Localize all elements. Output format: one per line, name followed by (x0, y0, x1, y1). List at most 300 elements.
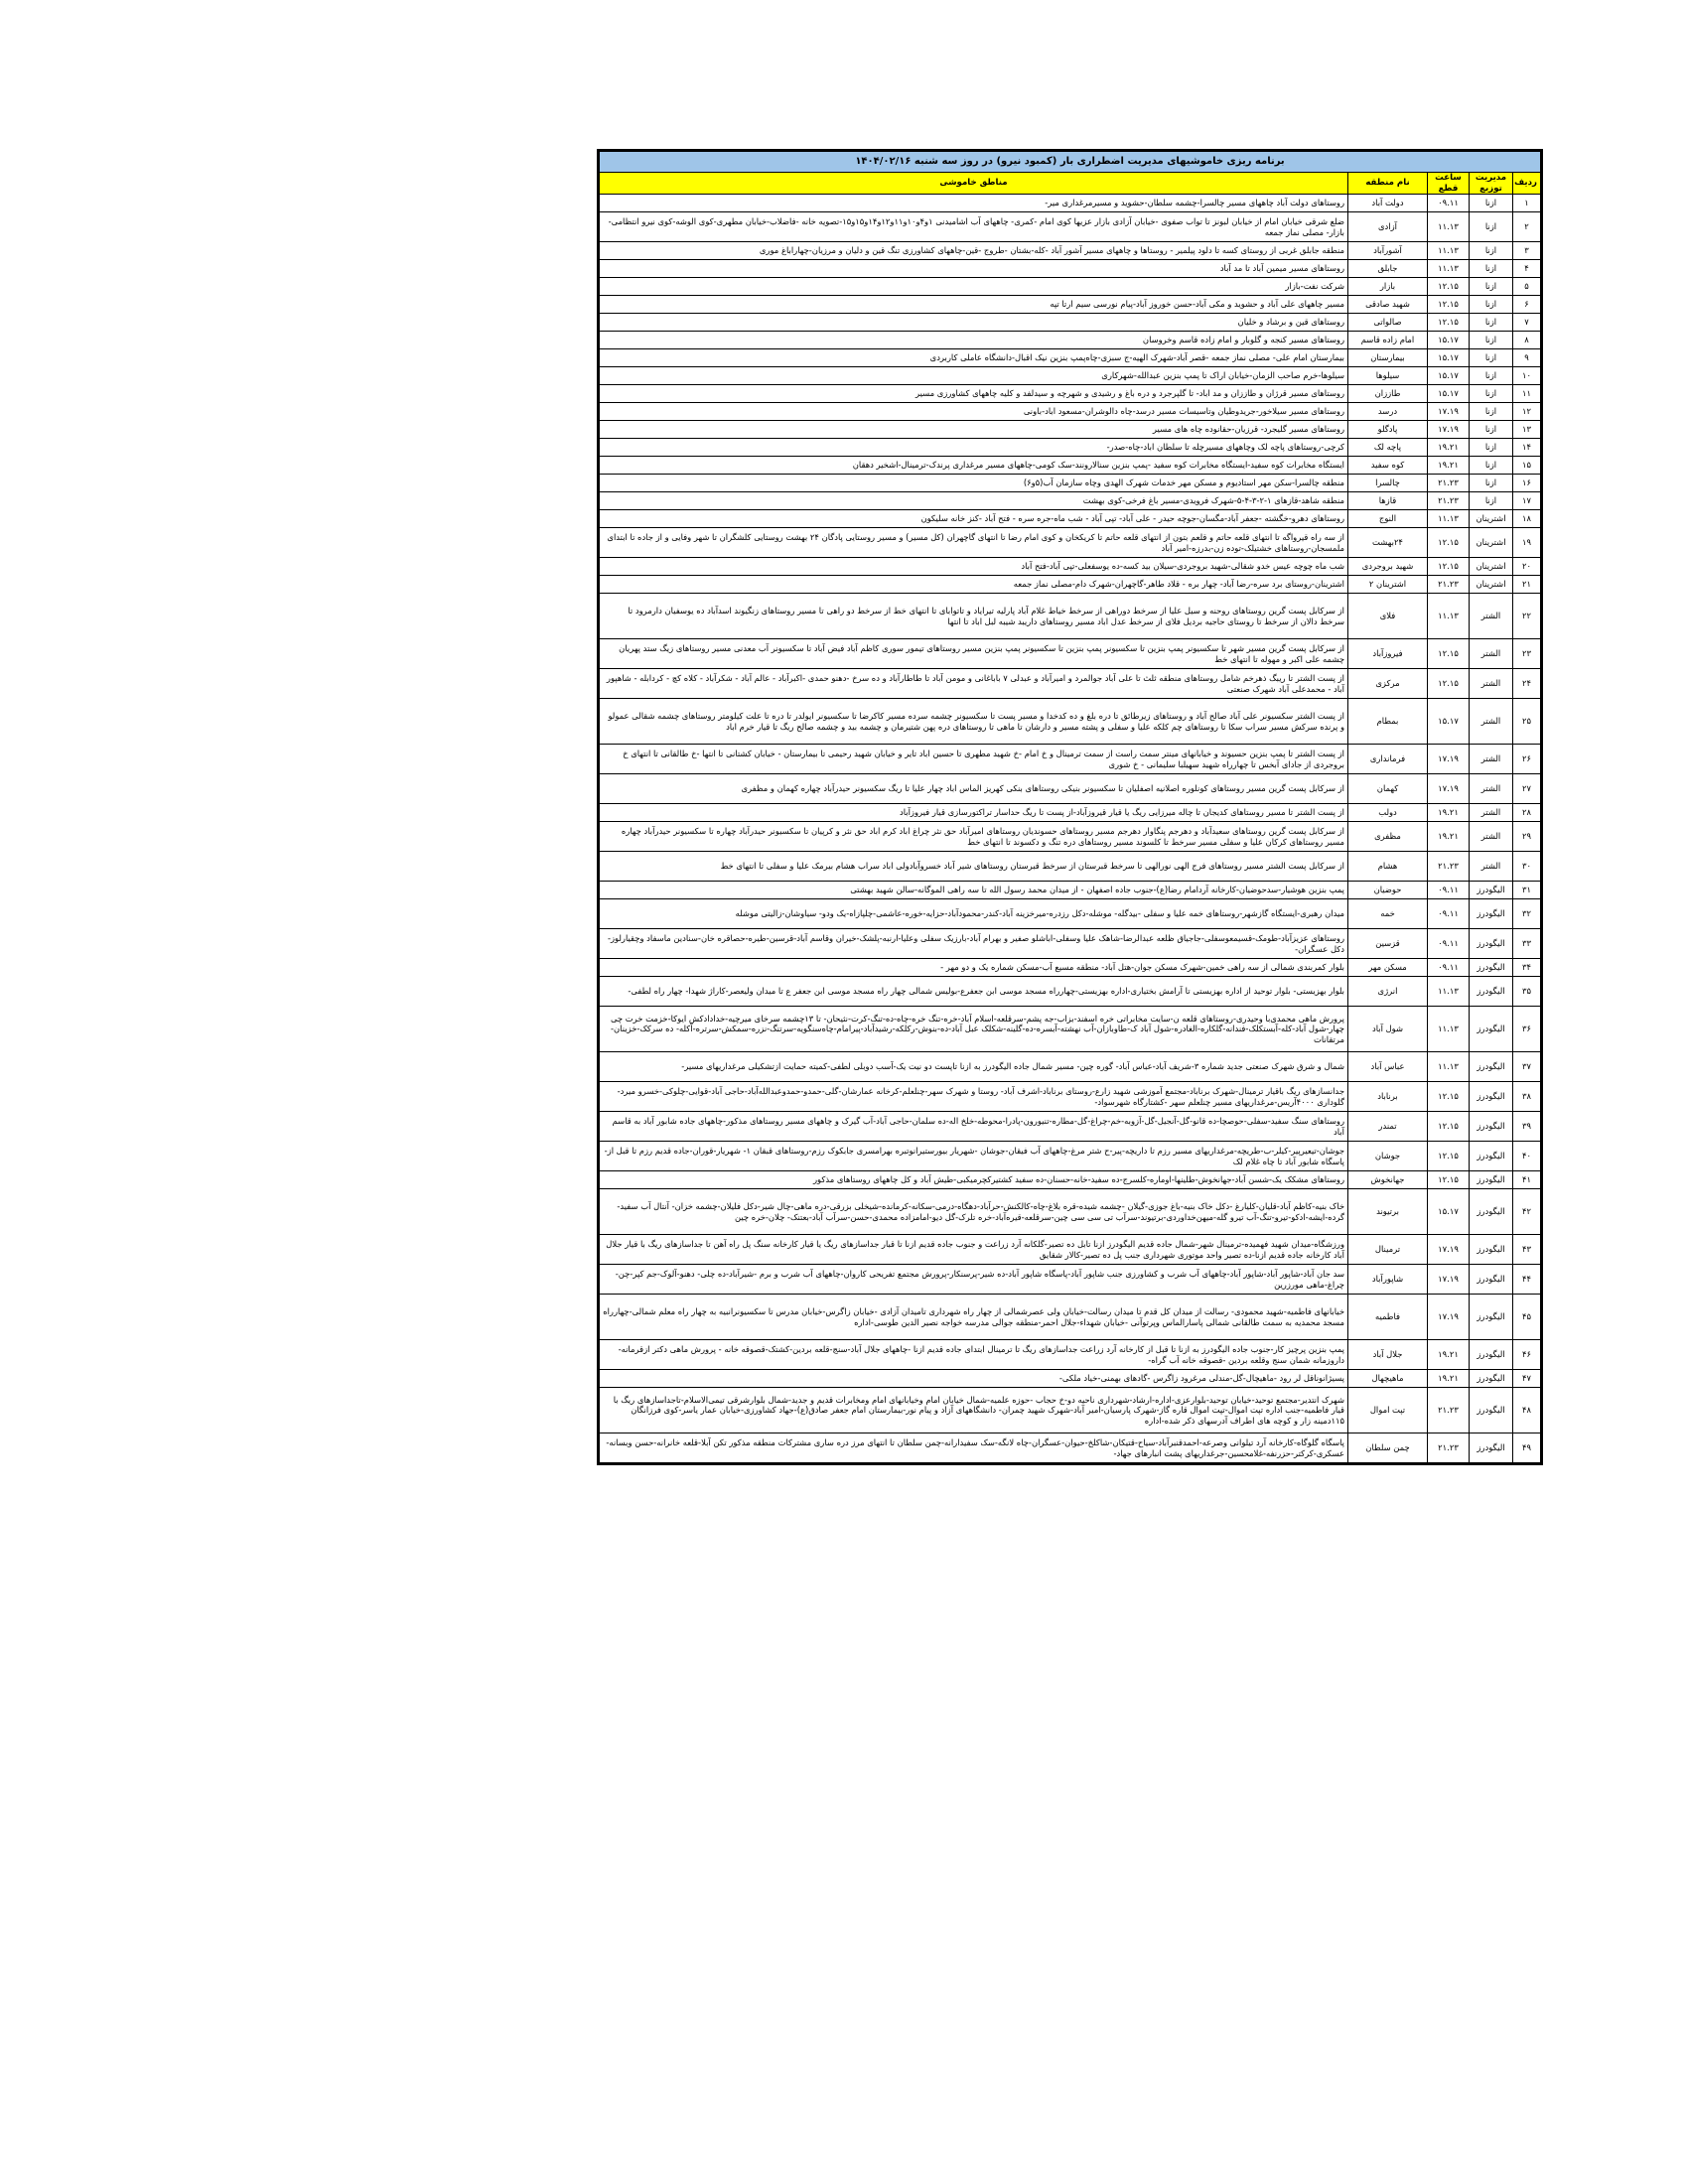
row-management: الشتر (1470, 852, 1513, 882)
row-area-name: ماهیچهال (1348, 1370, 1428, 1388)
row-number: ۴۳ (1513, 1235, 1541, 1265)
row-outage-areas: پرورش ماهی محمدی‌با وحیدری-روستاهای قلعه ن-سایت مخابراتی خره اسفند-بزاب-جه پشم-سرقلعه-اسلام آباد-خره-تنگ خره-چاه-ده-تنگ-کرت-نثیحان- تا ۱۳چشمه سرخای میرچیه-خدادادکش ایوکا-خزمت خرت چی چهار-شول آباد-کله-آبستکلک-فندانه-گلکاره-الغادره-شول آباد ک-طاوبازان-آب نهشته-آبسره-ده-گلینه-شکلک عبل آباد-ده-بنوش-رکلکه-رشیدآباد-پیرامام-چاه‌سنگویه-سرتنگ-نزره-سمکش-سرتره-آکله- ده سرکک-خزینان-مرتقانات (600, 1007, 1348, 1052)
row-management: ازنا (1470, 367, 1513, 385)
row-cut-time: ۱۹.۲۱ (1428, 1370, 1470, 1388)
row-outage-areas: روستاهای سنگ سفید-سفلی-حوصچا-ده قانو-گل-آنجیل-گل-آزوبه-خم-چراغ-گل-مطاره-تنیورون-پادرا-محوطه-خلخ اله-ده سلمان-حاجی آباد-آب گیرک و چاههای مسیر روستاهای مذکور-چاههای جاده شابور آباد به قاسم آباد (600, 1112, 1348, 1142)
row-management: ازنا (1470, 314, 1513, 332)
row-area-name: مسکن مهر (1348, 959, 1428, 977)
row-cut-time: ۱۱.۱۳ (1428, 594, 1470, 639)
row-area-name: حوضیان (1348, 882, 1428, 899)
row-area-name: خمه (1348, 899, 1428, 929)
row-number: ۴۲ (1513, 1189, 1541, 1235)
table-row (600, 212, 1541, 242)
row-area-name: انرژی (1348, 977, 1428, 1007)
row-area-name: جوشان (1348, 1142, 1428, 1171)
row-area-name: چمن سلطان (1348, 1433, 1428, 1463)
table-row (600, 669, 1541, 699)
row-cut-time: ۱۹.۲۱ (1428, 439, 1470, 457)
row-cut-time: ۱۱.۱۳ (1428, 977, 1470, 1007)
row-outage-areas: از سرکابل پست گرین مسیر روستاهای کونلوره اصلانیه اصفلیان تا سکسیونر بنیکی روستاهای بنکی کهریز الماس اباد چهار علیا تا ریگ سکسیونر حیدرآباد چهاره کهمان و مظفری (600, 774, 1348, 804)
row-number: ۵ (1513, 278, 1541, 296)
row-cut-time: ۰۹.۱۱ (1428, 882, 1470, 899)
table-row (600, 367, 1541, 385)
row-area-name: آزادی (1348, 212, 1428, 242)
row-cut-time: ۱۷.۱۹ (1428, 1265, 1470, 1295)
row-outage-areas: ضلع شرقی خیابان امام از خیابان لبونز تا تواب صفوی -خیابان آزادی بازار عزیها کوی امام -کمری- چاههای آب اشامیدنی ۱و۴و۱۰و۱۱و۱۲و۱۴و۱۵و۱۵-تصویه خانه -فاضلاب-خیابان مطهری-کوی الوشه-کوی نیرو انتظامی-بازار- مصلی نماز جمعه (600, 212, 1348, 242)
row-management: الیگودرز (1470, 1171, 1513, 1189)
row-area-name: فلای (1348, 594, 1428, 639)
row-outage-areas: از پست الشتر تا مسیر روستاهای کدیجان تا چاله میرزایی ریگ یا قیار قیروزآباد-از پست تا ریگ حداسار تراکتورسازی قیار فیروزآباد (600, 804, 1348, 822)
row-management: اشترینان (1470, 510, 1513, 528)
row-area-name: عباس آباد (1348, 1052, 1428, 1082)
row-management: ازنا (1470, 332, 1513, 349)
row-management: الیگودرز (1470, 929, 1513, 959)
row-number: ۶ (1513, 296, 1541, 314)
table-body (600, 195, 1541, 1463)
table-row (600, 195, 1541, 212)
row-cut-time: ۱۷.۱۹ (1428, 1235, 1470, 1265)
row-outage-areas: روستاهای مسیر سیلاخور-جریدوطیان وتاسیسات مسیر درسد-چاه دالوشران-مسعود اباد-باونی (600, 403, 1348, 421)
row-cut-time: ۱۵.۱۷ (1428, 367, 1470, 385)
row-outage-areas: از پست الشتر تا ریبگ ذهرخم شامل روستاهای منطقه ثلث تا علی آباد جوالمرد و امیرآباد و عبدلی ۷ باباغانی و مومن آباد تا طاطارآباد و ده سرخ -دهنو حمدی -اکبرآباد - عالم آباد - شکرآباد - کلاه کچ - کردابله - شاهپور آباد - محمدعلی آباد شهرک صنعتی (600, 669, 1348, 699)
row-cut-time: ۱۱.۱۳ (1428, 260, 1470, 278)
row-management: الیگودرز (1470, 1235, 1513, 1265)
row-area-name: اشترینان ۲ (1348, 576, 1428, 594)
row-area-name: ترمینال (1348, 1235, 1428, 1265)
row-outage-areas: بیمارستان امام علی- مصلی نماز جمعه -قصر آباد-شهرک الهیه-ج سبزی-چاه‌پمپ بنزین نیک اقبال-دانشگاه عاملی کاربردی (600, 349, 1348, 367)
row-number: ۴۸ (1513, 1388, 1541, 1433)
row-cut-time: ۲۱.۲۳ (1428, 852, 1470, 882)
row-management: ازنا (1470, 475, 1513, 492)
row-area-name: فرمانداری (1348, 745, 1428, 774)
row-management: الیگودرز (1470, 1007, 1513, 1052)
row-management: الشتر (1470, 594, 1513, 639)
row-management: الیگودرز (1470, 1388, 1513, 1433)
row-number: ۲۴ (1513, 669, 1541, 699)
header-management: مدیریت توزیع (1470, 173, 1513, 195)
table-row (600, 822, 1541, 852)
table-row (600, 475, 1541, 492)
row-number: ۳۰ (1513, 852, 1541, 882)
table-row (600, 774, 1541, 804)
table-row (600, 576, 1541, 594)
row-outage-areas: روستاهای مسیر قرژان و طاززان و مد اباد- تا گلپرجرد و دره باغ و رشیدی و شهرچه و سیدلفد و کلیه چاههای کشاورزی مسیر (600, 385, 1348, 403)
row-outage-areas: منطقه چالسرا-سکن مهر استادیوم و مسکن مهر خدمات شهرک الهدی وچاه سازمان آب(۵و۶) (600, 475, 1348, 492)
outage-table (599, 151, 1541, 1463)
row-area-name: فیروزآباد (1348, 639, 1428, 669)
row-management: الشتر (1470, 745, 1513, 774)
row-outage-areas: میدان رهبری-ایستگاه گازشهر-روستاهای خمه علیا و سفلی -بیدگله- موشله-دکل رزدره-میرخزینه آباد-کندر-محمودآباد-حزایه-خوره-عاشمی-چلپازاه-یک ودو- سیاوشان-زالیتی موشله (600, 899, 1348, 929)
row-cut-time: ۱۱.۱۳ (1428, 1007, 1470, 1052)
table-row (600, 242, 1541, 260)
row-number: ۴۷ (1513, 1370, 1541, 1388)
row-cut-time: ۱۲.۱۵ (1428, 1112, 1470, 1142)
row-cut-time: ۱۹.۲۱ (1428, 804, 1470, 822)
row-outage-areas: روستاهای مشکک یک-شسن آباد-جهانخوش-طلینها-اوماره-کلسرج-ده سفید-خانه-حسنان-ده سفید کشتیرکچرمیکبی-طیش آباد و کل چاههای روستاهای مذکور (600, 1171, 1348, 1189)
row-area-name: بازار (1348, 278, 1428, 296)
row-cut-time: ۱۷.۱۹ (1428, 403, 1470, 421)
row-cut-time: ۱۲.۱۵ (1428, 1142, 1470, 1171)
row-management: الیگودرز (1470, 1189, 1513, 1235)
header-area-name: نام منطقه (1348, 173, 1428, 195)
row-cut-time: ۱۲.۱۵ (1428, 639, 1470, 669)
row-number: ۱۴ (1513, 439, 1541, 457)
row-number: ۲۹ (1513, 822, 1541, 852)
table-row (600, 510, 1541, 528)
row-cut-time: ۱۹.۲۱ (1428, 822, 1470, 852)
row-cut-time: ۱۵.۱۷ (1428, 349, 1470, 367)
row-number: ۲۷ (1513, 774, 1541, 804)
row-management: ازنا (1470, 492, 1513, 510)
row-number: ۳۵ (1513, 977, 1541, 1007)
row-management: ازنا (1470, 260, 1513, 278)
row-number: ۱ (1513, 195, 1541, 212)
table-row (600, 332, 1541, 349)
table-row (600, 899, 1541, 929)
row-outage-areas: روستاهای دهرو-خگشته -جعفر آباد-مگسان-جوچه حیدر - علی آباد- تپی آباد - شب ماه-جره سره - فتح آباد -کنز خانه سلیکون (600, 510, 1348, 528)
table-row (600, 1112, 1541, 1142)
row-management: الیگودرز (1470, 977, 1513, 1007)
row-area-name: پاچه لک (1348, 439, 1428, 457)
row-outage-areas: پاسگاه گلوگاه-کارخانه آرد تیلوانی وصرعه-احمدقنبرآباد-سیاح-قتیکان-شاکلخ-حیوان-عسگران-چاه لانگه-سک سفیدارانه-چمن سلطان تا انتهای مرز دره ساری مشترکات منطقه مذکور تکن آبلا-قلعه خانرانه-حسن وبسانه-عسکری-کرکتر-حزرنفه-غلامحسین-جرغداریهای پشت انبارهای جهاد- (600, 1433, 1348, 1463)
row-number: ۱۶ (1513, 475, 1541, 492)
row-area-name: تمندر (1348, 1112, 1428, 1142)
row-outage-areas: روستاهای مسیر میمین آباد تا مد آباد (600, 260, 1348, 278)
row-number: ۴۱ (1513, 1171, 1541, 1189)
row-management: ازنا (1470, 349, 1513, 367)
row-cut-time: ۲۱.۲۳ (1428, 1433, 1470, 1463)
row-outage-areas: مسیر چاههای علی آباد و حشوید و مکی آباد-حسن خوروز آباد-پیام نورسی سیم ارتا تپه (600, 296, 1348, 314)
sheet-title: برنامه ریزی خاموشیهای مدیریت اضطراری بار (کمبود نیرو) در روز سه شنبه ۱۴۰۴/۰۲/۱۶ (600, 152, 1541, 173)
table-row (600, 492, 1541, 510)
table-row (600, 1433, 1541, 1463)
row-area-name: دولب (1348, 804, 1428, 822)
header-cut-time: ساعت قطع (1428, 173, 1470, 195)
row-cut-time: ۱۵.۱۷ (1428, 385, 1470, 403)
row-cut-time: ۱۲.۱۵ (1428, 278, 1470, 296)
row-outage-areas: از سرکابل پست الشتر مسیر روستاهای فرج الهی نورالهی تا سرخط قبرستان از سرخط قبرستان روستاهای شیر آباد خسروآبادولی اباد سراب هشام بیرمک علیا و سفلی تا انتهای خط (600, 852, 1348, 882)
row-number: ۲۰ (1513, 558, 1541, 576)
row-number: ۱۰ (1513, 367, 1541, 385)
table-row (600, 1171, 1541, 1189)
row-area-name: پادگلو (1348, 421, 1428, 439)
row-area-name: النوج (1348, 510, 1428, 528)
row-number: ۲۶ (1513, 745, 1541, 774)
row-management: الیگودرز (1470, 1082, 1513, 1112)
table-row (600, 1082, 1541, 1112)
row-number: ۲۳ (1513, 639, 1541, 669)
row-outage-areas: منطقه جابلق غربی از روستای کسه تا دلود پیلمیر - روستاها و چاههای مسیر آشور آباد -کله-بشتان -طروج -قین-چاههای کشاورزی تنگ قین و دلیان و مرزیان-چهاراباغ موری (600, 242, 1348, 260)
table-row (600, 296, 1541, 314)
table-row (600, 1340, 1541, 1370)
header-outage-areas: مناطق خاموشی (600, 173, 1348, 195)
table-row (600, 959, 1541, 977)
row-outage-areas: منطقه شاهد-قازهای ۱-۲-۳-۴-۵-شهرک فرویدی-مسیر باغ فرخی-کوی بهشت (600, 492, 1348, 510)
row-management: ازنا (1470, 457, 1513, 475)
table-row (600, 558, 1541, 576)
row-area-name: فاطمیه (1348, 1295, 1428, 1340)
row-outage-areas: روستاهای دولت آباد چاههای مسیر چالسرا-چشمه سلطان-حشوید و مسیرمرغداری میر- (600, 195, 1348, 212)
table-row (600, 278, 1541, 296)
row-cut-time: ۱۵.۱۷ (1428, 332, 1470, 349)
row-management: الشتر (1470, 822, 1513, 852)
row-cut-time: ۱۲.۱۵ (1428, 558, 1470, 576)
row-outage-areas: از پست الشتر تا پمپ بنزین حسیوند و خیابانهای مینتر سمت راست از سمت ترمینال و خ امام -خ شهید مطهری تا حسین اباد تایر و خیابان شهید رحیمی تا بیمارستان - خیابان کشتانی تا انتها -خ طالقانی تا انتهای خ بروجردی از جادای آبخس تا چهارراه شهید سهیلبا سلیمانی - خ شوری (600, 745, 1348, 774)
row-area-name: هشام (1348, 852, 1428, 882)
table-row (600, 421, 1541, 439)
row-cut-time: ۰۹.۱۱ (1428, 899, 1470, 929)
row-area-name: جابلق (1348, 260, 1428, 278)
row-cut-time: ۱۲.۱۵ (1428, 314, 1470, 332)
row-management: اشترینان (1470, 558, 1513, 576)
row-number: ۱۵ (1513, 457, 1541, 475)
row-outage-areas: از سرکابل پست گرین مسیر شهر تا سکسیونر پمپ بنزین تا سکسیونر پمپ بنزین تا سکسیونر پمپ بنزین مسیر روستاهای تیمور سوری کاظم آباد فیض آباد تا سکسیونر آب معدنی مسیر روستاهای زیگ ستد پهریان چشمه علی اکبر و مهوله تا انتهای خط (600, 639, 1348, 669)
row-area-name: آشورآباد (1348, 242, 1428, 260)
table-row (600, 1265, 1541, 1295)
row-management: الیگودرز (1470, 1265, 1513, 1295)
row-management: الیگودرز (1470, 1295, 1513, 1340)
row-cut-time: ۱۲.۱۵ (1428, 528, 1470, 558)
row-area-name: سیلوها (1348, 367, 1428, 385)
row-management: الیگودرز (1470, 1112, 1513, 1142)
row-outage-areas: خاک بنیه-کاظم آباد-قلیان-کلیارغ -دکل خاک بنیه-باغ جوزی-گیلان -چشمه شیده-قره بلاغ-چاه-کالکنش-حرآباد-دهگاه-درمی-سکانه-کرمانده-شیخلی بزرقی-دره ماهی-چال شیر-دکل فلیلان-چشمه خزان- آنتال آب سفید-گرده-ایشه-ادکو-تیرو-تنگ-آب تیرو گله-میهن‌خداوردی-برتیوند-سرآب تی سی سی چین-سرقلعه-قیره‌آباد-خره تلرک-گل دیو-امامزاده محمدی-حسن-سرآب آباد-بعتنک- چلان-خره چین (600, 1189, 1348, 1235)
row-outage-areas: خیابانهای فاطمیه-شهید محمودی- رسالت از میدان کل قدم تا میدان رسالت-خیابان ولی عصرشمالی از چهار راه شهرداری تامیدان آزادی -خیابان زاگرس-خیابان مدرس تا سکسیونرانبیه به چهار راه معلم شمالی-چهارراه مسجد محمدیه به سمت طالقانی شمالی پاسارالماس وپرتوآنی -خیابان شهداء-جلال احمر-منطقه جوالی مدرسه خواجه نصیر الدین طوسی-اداره (600, 1295, 1348, 1340)
table-row (600, 929, 1541, 959)
row-number: ۲۵ (1513, 699, 1541, 745)
row-area-name: شهید صادقی (1348, 296, 1428, 314)
row-outage-areas: از سه راه قیرواگه تا انتهای قلعه حاتم و قلعم بتون از انتهای قلعه حاتم تا کریکخان و کوی امام رضا تا انتهای گاچهران (کل مسیر) و مسیر روستایی پادگان ۲۴ بهشت روستایی کلشگران تا شهر وفایی و از جاده تا ابتدای ملمسجان-روستاهای خشتیلک-توده زن-بدرزه-امیر آباد (600, 528, 1348, 558)
row-area-name: بیمارستان (1348, 349, 1428, 367)
row-management: ازنا (1470, 296, 1513, 314)
row-outage-areas: ورزشگاه-میدان شهید فهمیده-ترمینال شهر-شمال جاده قدیم الیگودرز ازنا تابل ده تصیر-گلکانه آرد زراعت و جنوب جاده قدیم ازنا تا قبار جداسازهای ریگ یا قیار کارخانه سنگ پل راه آهن تا جداسازهای ریگ با قیار جلال آباد کارخانه جاده قدیم ازنا-ده تصیر واحد موتوری شهرداری جنب پل ده تصیر-کالار شقایق (600, 1235, 1348, 1265)
row-outage-areas: بلوار بهزیستی- بلوار توحید از اداره بهزیستی تا آرامش بختیاری-اداره بهزیستی-چهارراه مسجد موسی ابن جعفرع-بولیس شمالی چهار راه مسجد موسی ابن جعفر ع تا میدان ولیعصر-کاراژ شهدا- چهار راه لطفی- (600, 977, 1348, 1007)
row-number: ۳۹ (1513, 1112, 1541, 1142)
row-outage-areas: از پست الشتر سکسیونر علی آباد صالح آباد و روستاهای زیرطائق تا دره بلغ و ده کدخدا و مسیر پست تا سکسیونر چشمه سرده مسیر کاکرضا تا سکسیونر ایولدر تا دره تا علت کیلومتر روستاهای چشمه شقالی عمولو و پرنده سرکش مسیر سراب سکا تا روستاهای چم کلکه علیا و سفلی و پشته مسیر و دارشان تا ماهی تا روستاهای دره پهن شتیرمان و چشمه بید و چشمه صالح ریگ تا قیار خرم اباد (600, 699, 1348, 745)
row-management: ازنا (1470, 403, 1513, 421)
table-row (600, 804, 1541, 822)
row-number: ۳۳ (1513, 929, 1541, 959)
row-outage-areas: بلوار کمربندی شمالی از سه راهی خمین-شهرک مسکن جوان-هتل آباد- منطقه مسیع آب-مسکن شماره یک و دو مهر - (600, 959, 1348, 977)
table-row (600, 745, 1541, 774)
table-row (600, 1370, 1541, 1388)
row-outage-areas: شمال و شرق شهرک صنعتی جدید شماره ۳-شریف آباد-عباس آباد- گوره چین- مسیر شمال جاده الیگودرز به ازنا تاپست دو نیت یک-آسب دوبلی لطفی-کمیته حمایت ازتشکیلی مرغداریهای مسیر- (600, 1052, 1348, 1082)
row-area-name: تپت اموال (1348, 1388, 1428, 1433)
row-number: ۳۴ (1513, 959, 1541, 977)
row-number: ۴۹ (1513, 1433, 1541, 1463)
row-area-name: طاززان (1348, 385, 1428, 403)
row-area-name: درسد (1348, 403, 1428, 421)
row-area-name: دولت آباد (1348, 195, 1428, 212)
row-outage-areas: شب ماه چوچه عیس خدو شقالی-شهید بروجردی-سیلان بید کسه-ده یوسفعلی-تپی آباد-فتح آباد (600, 558, 1348, 576)
table-row (600, 1052, 1541, 1082)
row-cut-time: ۲۱.۲۳ (1428, 576, 1470, 594)
row-number: ۳۱ (1513, 882, 1541, 899)
table-row (600, 349, 1541, 367)
row-cut-time: ۱۱.۱۳ (1428, 510, 1470, 528)
row-area-name: شاپورآباد (1348, 1265, 1428, 1295)
row-management: الیگودرز (1470, 1433, 1513, 1463)
row-outage-areas: پمپ بنزین هوشیار-سدحوضیان-کارخانه آردامام رضا(ع)-جنوب جاده اصفهان - از میدان محمد رسول الله تا سه راهی الموگانه-سالن شهید بهشتی (600, 882, 1348, 899)
row-cut-time: ۲۱.۲۳ (1428, 475, 1470, 492)
row-cut-time: ۰۹.۱۱ (1428, 929, 1470, 959)
row-number: ۸ (1513, 332, 1541, 349)
row-number: ۱۷ (1513, 492, 1541, 510)
row-number: ۱۲ (1513, 403, 1541, 421)
row-outage-areas: جوشان-تیعیرپیر-کیلر-ب-طریچه-مرغداریهای مسیر رزم تا داریچه-پیر-ح شتر مرغ-چاههای آب فیقان-جوشان -شهریار بیورستیرانوتبره بهرامسری جابکوک رزم-روستاهای قبقان ۱- شهریار-قوران-جاده قدیم رزم تا قبل از- پاسگاه شابور آباد تا چاه غلام لک (600, 1142, 1348, 1171)
table-row (600, 1142, 1541, 1171)
row-cut-time: ۱۵.۱۷ (1428, 1189, 1470, 1235)
row-area-name: مظفری (1348, 822, 1428, 852)
table-row (600, 1388, 1541, 1433)
row-cut-time: ۲۱.۲۳ (1428, 1388, 1470, 1433)
row-number: ۳۲ (1513, 899, 1541, 929)
row-management: الیگودرز (1470, 1052, 1513, 1082)
row-area-name: قزسین (1348, 929, 1428, 959)
row-management: ازنا (1470, 278, 1513, 296)
row-number: ۳ (1513, 242, 1541, 260)
row-management: ازنا (1470, 195, 1513, 212)
table-row (600, 852, 1541, 882)
table-row (600, 1007, 1541, 1052)
row-cut-time: ۱۱.۱۳ (1428, 212, 1470, 242)
row-cut-time: ۱۲.۱۵ (1428, 1171, 1470, 1189)
row-cut-time: ۱۲.۱۵ (1428, 1082, 1470, 1112)
row-outage-areas: از سرکابل پست گرین روستاهای روحنه و سیل علیا از سرخط دوراهی از سرخط خیاط غلام آباد پارلیه تیرایاد و تاتوابای تا انتهای خط از سرخط دو راهی تا مسیر روستاهای زنگیوند اسدآباد ده یوسفیان دارمرود تا سرخط دالان از سرخط تا روستای حاجیه بردیل فلای از سرخط عدل اباد مسیر روستاهای داریبد شیبه لبل اباد تا انتها (600, 594, 1348, 639)
table-row (600, 977, 1541, 1007)
table-row (600, 639, 1541, 669)
row-number: ۳۸ (1513, 1082, 1541, 1112)
row-area-name: صالواتی (1348, 314, 1428, 332)
table-row (600, 594, 1541, 639)
row-cut-time: ۰۹.۱۱ (1428, 959, 1470, 977)
row-management: اشترینان (1470, 576, 1513, 594)
row-number: ۲۱ (1513, 576, 1541, 594)
row-cut-time: ۲۱.۲۳ (1428, 492, 1470, 510)
row-outage-areas: جدانسازهای ریگ باقیار ترمینال-شهرک برناباد-مجتمع آموزشی شهید زارع-روستای برناباد-اشرف آباد- روستا و شهرک سهر-چنلعلم-کرخانه عمارشان-گلی-حمدو-حمدوعبدالله‌آباد-حاجی آباد-قوایی-چلوکی-خسرو میرد-گلوداری ۴۰۰۰آریس-مرغداریهای مسیر چنلعلم سهر -کشتارگاه شهرسواد- (600, 1082, 1348, 1112)
table-row (600, 1189, 1541, 1235)
row-management: اشترینان (1470, 528, 1513, 558)
row-cut-time: ۱۱.۱۳ (1428, 1052, 1470, 1082)
row-area-name: جهانخوش (1348, 1171, 1428, 1189)
table-row (600, 882, 1541, 899)
row-management: الشتر (1470, 639, 1513, 669)
row-cut-time: ۱۷.۱۹ (1428, 1295, 1470, 1340)
row-number: ۹ (1513, 349, 1541, 367)
row-cut-time: ۱۹.۲۱ (1428, 1340, 1470, 1370)
schedule-sheet (597, 149, 1543, 1465)
row-management: ازنا (1470, 242, 1513, 260)
table-row (600, 403, 1541, 421)
table-row (600, 457, 1541, 475)
row-management: الشتر (1470, 699, 1513, 745)
row-management: الیگودرز (1470, 882, 1513, 899)
row-cut-time: ۱۵.۱۷ (1428, 699, 1470, 745)
row-outage-areas: از سرکابل پست گرین روستاهای سعیدآباد و دهرجم پنگاوار دهرجم مسیر روستاهای حسوندیان روستاهای امیرآباد حق نثر چراغ اباد کرم اباد حق نثر و کرپیان تا سکسیونر حیدرآباد چهاره تا سکسیونر حیدرآباد چهاره مسیر روستاهای کرکان علیا و سفلی مسیر سرخط تا کلسوند مسیر روستاهای دره تنگ و دکسوند تا انتهای خط (600, 822, 1348, 852)
row-outage-areas: سیلوها-خرم صاحب الزمان-خیابان اراک تا پمپ بنزین عبدالله-شهرکاری (600, 367, 1348, 385)
row-cut-time: ۱۷.۱۹ (1428, 421, 1470, 439)
row-outage-areas: سد جان آباد-شاپور آباد-شاپور آباد-چاههای آب شرب و کشاورزی جنب شاپور آباد-پاسگاه شاپور آباد-ده شیر-پرسنکار-پرورش مجتمع تفریحی کاروان-چاههای آب شرب و برم -شیرآباد-ده چلی- دهنو-آلوک-جم کپر-چن-چراغ-ماهی مورزرین (600, 1265, 1348, 1295)
row-number: ۴ (1513, 260, 1541, 278)
table-row (600, 1235, 1541, 1265)
row-outage-areas: روستاهای عزیزآباد-طومک-قسیمعوسفلی-جاجیاق ظلعه عبدالرضا-شاهک علیا وسفلی-اباشلو صفیر و بهرام آباد-بارزیک سفلی وعلیا-ارنبه-پلشک-خیران وقاسم آباد-قرسین-طیره-حصاقره خان-سنادین ماسفاد وچقیارلوز-دکل عسگران- (600, 929, 1348, 959)
row-cut-time: ۱۷.۱۹ (1428, 745, 1470, 774)
row-management: الشتر (1470, 669, 1513, 699)
table-row (600, 385, 1541, 403)
row-cut-time: ۱۷.۱۹ (1428, 774, 1470, 804)
row-number: ۴۰ (1513, 1142, 1541, 1171)
row-management: ازنا (1470, 212, 1513, 242)
row-number: ۳۷ (1513, 1052, 1541, 1082)
row-management: الیگودرز (1470, 1340, 1513, 1370)
row-cut-time: ۱۲.۱۵ (1428, 296, 1470, 314)
header-radif: ردیف (1513, 173, 1541, 195)
row-number: ۴۶ (1513, 1340, 1541, 1370)
row-area-name: برناباد (1348, 1082, 1428, 1112)
row-outage-areas: شهرک انتدیر-مجتمع توحید-خیابان توحید-بلوارعزی-اداره-ارشاد-شهرداری ناحیه دو-خ حجاب -حوزه علمیه-شمال خیابان امام وخیابانهای امام ومخابرات قدیم و جدید-شمال بلوارشرقی تیمی‌الاسلام-تاجداسازهای ریگ با قیار فاطمیه-جنب اداره تپت اموال-تپت اموال قاره گاز-شهرک پارسیان-امیر آباد-شهرک شهید چمران- دانشگاههای آزاد و پیام نور-بیمارستان امام جعفر صادق(ع)-جهاد کشاورزی-خیابان عمار یاسر-کوی فرزانگان ۱۱۵دمینه زار و کوچه های اطراف آدرسهای ذکر شده-اداره (600, 1388, 1348, 1433)
row-outage-areas: کرچی-روستاهای پاچه لک وچاههای مسیرچله تا سلطان اباد-چاه-صدر- (600, 439, 1348, 457)
table-row (600, 699, 1541, 745)
row-outage-areas: پمپ بنزین پرچیز کار-جنوب جاده الیگودرز به ازنا تا قبل از کارخانه آرد زراعت جداسازهای ریگ تا ترمینال ابتدای جاده قدیم ازنا -چاههای جلال آباد-سنج-قلعه بردین-کشتک-قصوقه خانه - پرورش ماهی دکتر ازقرمانه-داروزمانه شمان سنج وقلعه بردین -قصوقه خانه آب گراه- (600, 1340, 1348, 1370)
row-area-name: شول آباد (1348, 1007, 1428, 1052)
row-outage-areas: ایستگاه مخابرات کوه سفید-ایستگاه مخابرات کوه سفید -پمپ بنزین سنالارونند-سک کومی-چاههای مسیر مرغداری پرندک-ترمینال-اشخیر دهقان (600, 457, 1348, 475)
row-outage-areas: شرکت نفت-بازار (600, 278, 1348, 296)
row-number: ۴۴ (1513, 1265, 1541, 1295)
row-outage-areas: روستاهای مسیر گلیجرد- قرزیان-حقانوده چاه های مسیر (600, 421, 1348, 439)
row-management: الشتر (1470, 774, 1513, 804)
row-area-name: مرکزی (1348, 669, 1428, 699)
table-row (600, 314, 1541, 332)
row-outage-areas: پسیژانوناقل لر رود -ماهیچال-گل-مندلی مرغرود زاگرس -گادهای بهمنی-خیاد ملکی- (600, 1370, 1348, 1388)
table-row (600, 260, 1541, 278)
row-area-name: ۲۴بهشت (1348, 528, 1428, 558)
row-outage-areas: اشترینان-روستای برد سره-رضا آباد- چهار بره - قلاد طاهر-گاچهران-شهرک دام-مصلی نماز جمعه (600, 576, 1348, 594)
row-number: ۷ (1513, 314, 1541, 332)
row-area-name: کوه سفید (1348, 457, 1428, 475)
row-area-name: بمطام (1348, 699, 1428, 745)
row-number: ۱۹ (1513, 528, 1541, 558)
row-cut-time: ۰۹.۱۱ (1428, 195, 1470, 212)
row-cut-time: ۱۱.۱۳ (1428, 242, 1470, 260)
table-row (600, 528, 1541, 558)
row-number: ۳۶ (1513, 1007, 1541, 1052)
row-number: ۱۸ (1513, 510, 1541, 528)
row-area-name: شهید بروجردی (1348, 558, 1428, 576)
row-cut-time: ۱۲.۱۵ (1428, 669, 1470, 699)
row-management: ازنا (1470, 421, 1513, 439)
row-outage-areas: روستاهای مسیر کنجه و گلوبار و امام زاده قاسم وخروسان (600, 332, 1348, 349)
table-row (600, 439, 1541, 457)
row-management: الیگودرز (1470, 959, 1513, 977)
row-cut-time: ۱۹.۲۱ (1428, 457, 1470, 475)
row-area-name: برتیوند (1348, 1189, 1428, 1235)
row-management: الیگودرز (1470, 899, 1513, 929)
row-management: ازنا (1470, 439, 1513, 457)
row-area-name: جلال آباد (1348, 1340, 1428, 1370)
row-number: ۲۲ (1513, 594, 1541, 639)
row-management: الیگودرز (1470, 1142, 1513, 1171)
row-outage-areas: روستاهای قین و برشاد و خلیان (600, 314, 1348, 332)
row-area-name: چالسرا (1348, 475, 1428, 492)
row-number: ۱۳ (1513, 421, 1541, 439)
row-management: الشتر (1470, 804, 1513, 822)
row-number: ۴۵ (1513, 1295, 1541, 1340)
row-management: الیگودرز (1470, 1370, 1513, 1388)
row-area-name: کهمان (1348, 774, 1428, 804)
row-area-name: امام زاده قاسم (1348, 332, 1428, 349)
row-number: ۲ (1513, 212, 1541, 242)
row-number: ۲۸ (1513, 804, 1541, 822)
row-management: ازنا (1470, 385, 1513, 403)
